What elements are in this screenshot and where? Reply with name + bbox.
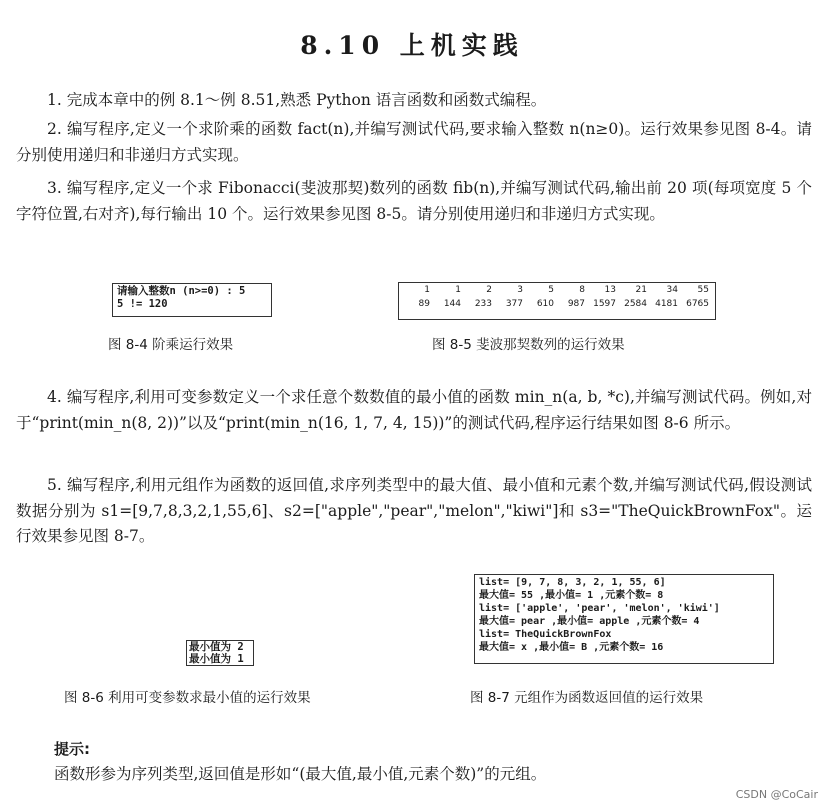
fib-value: 377: [505, 299, 523, 309]
console-line: 最大值= pear ,最小值= apple ,元素个数= 4: [479, 616, 700, 627]
fib-value: 233: [474, 299, 492, 309]
console-line: list= [9, 7, 8, 3, 2, 1, 55, 6]: [479, 577, 666, 588]
fib-value: 2: [486, 285, 492, 295]
fib-value: 1597: [593, 299, 616, 309]
fib-value: 1: [424, 285, 430, 295]
hint-text: 函数形参为序列类型,返回值是形如“(最大值,最小值,元素个数)”的元组。: [54, 765, 547, 783]
fib-value: 89: [418, 299, 430, 309]
fib-row-1: [399, 285, 715, 295]
console-line: 最小值为 2: [189, 641, 244, 653]
console-line: 最小值为 1: [189, 653, 244, 665]
fib-value: 987: [567, 299, 585, 309]
fib-value: 5: [548, 285, 554, 295]
fib-value: 144: [443, 299, 461, 309]
fib-value: 610: [536, 299, 554, 309]
exercise-2: 2. 编写程序,定义一个求阶乘的函数 fact(n),并编写测试代码,要求输入整数 n(n≥0)。运行效果参见图 8-4。请分别使用递归和非递归方式实现。: [16, 120, 812, 164]
exercise-4: 4. 编写程序,利用可变参数定义一个求任意个数数值的最小值的函数 min_n(a, b, *c),并编写测试代码。例如,对于“print(min_n(8, 2))”以及“print(min_n(16, 1, 7, 4, 15))”的测试代码,程序运行结果如图 8-6 所示。: [16, 388, 812, 432]
fib-value: 21: [635, 285, 647, 295]
exercise-3: 3. 编写程序,定义一个求 Fibonacci(斐波那契)数列的函数 fib(n),并编写测试代码,输出前 20 项(每项宽度 5 个字符位置,右对齐),每行输出 10 个。运行效果参见图 8-5。请分别使用递归和非递归方式实现。: [16, 179, 812, 223]
console-line: 最大值= x ,最小值= B ,元素个数= 16: [479, 642, 664, 653]
console-line: 最大值= 55 ,最小值= 1 ,元素个数= 8: [479, 590, 664, 601]
tuple-output-box: [474, 574, 774, 664]
figure-caption: 图 8-6 利用可变参数求最小值的运行效果: [64, 690, 311, 706]
fib-value: 1: [455, 285, 461, 295]
figure-caption: 图 8-4 阶乘运行效果: [108, 337, 234, 353]
fibonacci-output-box: [398, 282, 716, 320]
fib-value: 8: [579, 285, 585, 295]
figure-caption: 图 8-7 元组作为函数返回值的运行效果: [470, 690, 704, 706]
console-line: list= TheQuickBrownFox: [479, 629, 612, 640]
console-line: 5 != 120: [117, 298, 168, 310]
exercise-1: 1. 完成本章中的例 8.1～例 8.51,熟悉 Python 语言函数和函数式编程。: [47, 91, 547, 109]
fib-value: 6765: [686, 299, 709, 309]
factorial-output-box: [112, 283, 272, 317]
fib-value: 2584: [624, 299, 647, 309]
fib-value: 55: [697, 285, 709, 295]
figure-caption: 图 8-5 斐波那契数列的运行效果: [432, 337, 625, 353]
fib-value: 34: [666, 285, 678, 295]
fib-value: 4181: [655, 299, 678, 309]
console-line: list= ['apple', 'pear', 'melon', 'kiwi']: [479, 603, 720, 614]
fib-row-2: [399, 299, 715, 309]
fib-value: 13: [604, 285, 616, 295]
page-title: 8.10 上机实践: [300, 31, 524, 60]
exercise-5: 5. 编写程序,利用元组作为函数的返回值,求序列类型中的最大值、最小值和元素个数,并编写测试代码,假设测试数据分别为 s1=[9,7,8,3,2,1,55,6]、s2=["apple","pear","melon","kiwi"]和 s3="TheQuickBrownFox"。运行效果参见图 8-7。: [16, 476, 812, 545]
hint-title: 提示:: [54, 740, 90, 758]
console-line: 请输入整数n (n>=0) : 5: [117, 285, 246, 297]
fib-value: 3: [517, 285, 523, 295]
min-output-box: [186, 640, 254, 666]
watermark: CSDN @CoCair: [735, 788, 818, 801]
